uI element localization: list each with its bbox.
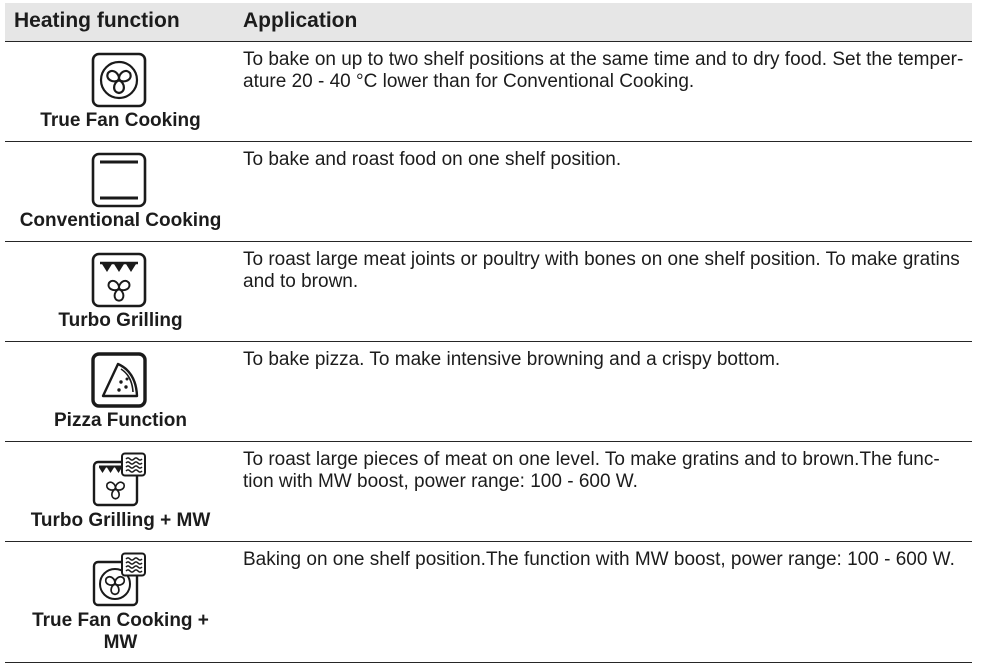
turbo-grilling-mw-icon bbox=[91, 452, 147, 508]
heating-function-label bbox=[32, 610, 209, 654]
application-text-line: ature 20 - 40 °C lower than for Conventional Cooking. bbox=[243, 71, 695, 92]
application-text-line: To bake on up to two shelf positions at the same time and to dry food. Set the temper- bbox=[243, 49, 964, 70]
application-cell bbox=[236, 342, 972, 441]
heating-function-label bbox=[54, 410, 187, 432]
application-text-line: To bake and roast food on one shelf position. bbox=[243, 149, 622, 170]
heating-function-label-line: Turbo Grilling + MW bbox=[30, 510, 211, 531]
heating-function-label bbox=[58, 310, 182, 332]
application-cell bbox=[236, 242, 972, 341]
table-row bbox=[5, 542, 972, 663]
table-row bbox=[5, 242, 972, 342]
application-text-line: and to brown. bbox=[243, 271, 359, 292]
heating-functions-table bbox=[5, 3, 972, 663]
application-text-line: To roast large pieces of meat on one level. To make gratins and to brown.The func- bbox=[243, 449, 940, 470]
heating-function-label bbox=[40, 110, 200, 132]
table-header bbox=[5, 3, 972, 42]
application-cell bbox=[236, 142, 972, 241]
application-cell bbox=[236, 542, 972, 662]
application-cell bbox=[236, 42, 972, 141]
heating-function-label-line: Turbo Grilling bbox=[58, 310, 183, 331]
application-text-line: To roast large meat joints or poultry with bones on one shelf position. To make gratins bbox=[243, 249, 960, 270]
application-text-line: Baking on one shelf position.The function with MW boost, power range: 100 - 600 W. bbox=[243, 549, 955, 570]
table-row bbox=[5, 442, 972, 542]
heating-function-label-line: MW bbox=[103, 632, 138, 653]
application-cell bbox=[236, 442, 972, 541]
column-header-heating-function: Heating function bbox=[14, 9, 180, 32]
heating-function-label-line: True Fan Cooking bbox=[40, 110, 201, 131]
heating-function-cell bbox=[5, 442, 236, 541]
application-text-line: tion with MW boost, power range: 100 - 600 W. bbox=[243, 471, 638, 492]
heating-function-label-line: Conventional Cooking bbox=[19, 210, 222, 231]
true-fan-cooking-mw-icon bbox=[91, 552, 147, 608]
heating-function-label-line: True Fan Cooking + bbox=[32, 610, 209, 631]
turbo-grilling-icon bbox=[91, 252, 147, 308]
heating-function-label bbox=[31, 510, 211, 532]
heating-function-cell bbox=[5, 342, 236, 441]
application-text-line: To bake pizza. To make intensive browning and a crispy bottom. bbox=[243, 349, 781, 370]
true-fan-cooking-icon bbox=[91, 52, 147, 108]
heating-function-cell bbox=[5, 142, 236, 241]
heating-function-label-line: Pizza Function bbox=[54, 410, 187, 431]
conventional-cooking-icon bbox=[91, 152, 147, 208]
table-row bbox=[5, 42, 972, 142]
heating-function-cell bbox=[5, 542, 236, 662]
pizza-function-icon bbox=[91, 352, 147, 408]
table-row bbox=[5, 342, 972, 442]
heating-function-cell bbox=[5, 42, 236, 141]
table-row bbox=[5, 142, 972, 242]
heating-function-label bbox=[20, 210, 222, 232]
column-header-application: Application bbox=[243, 9, 358, 32]
heating-function-cell bbox=[5, 242, 236, 341]
